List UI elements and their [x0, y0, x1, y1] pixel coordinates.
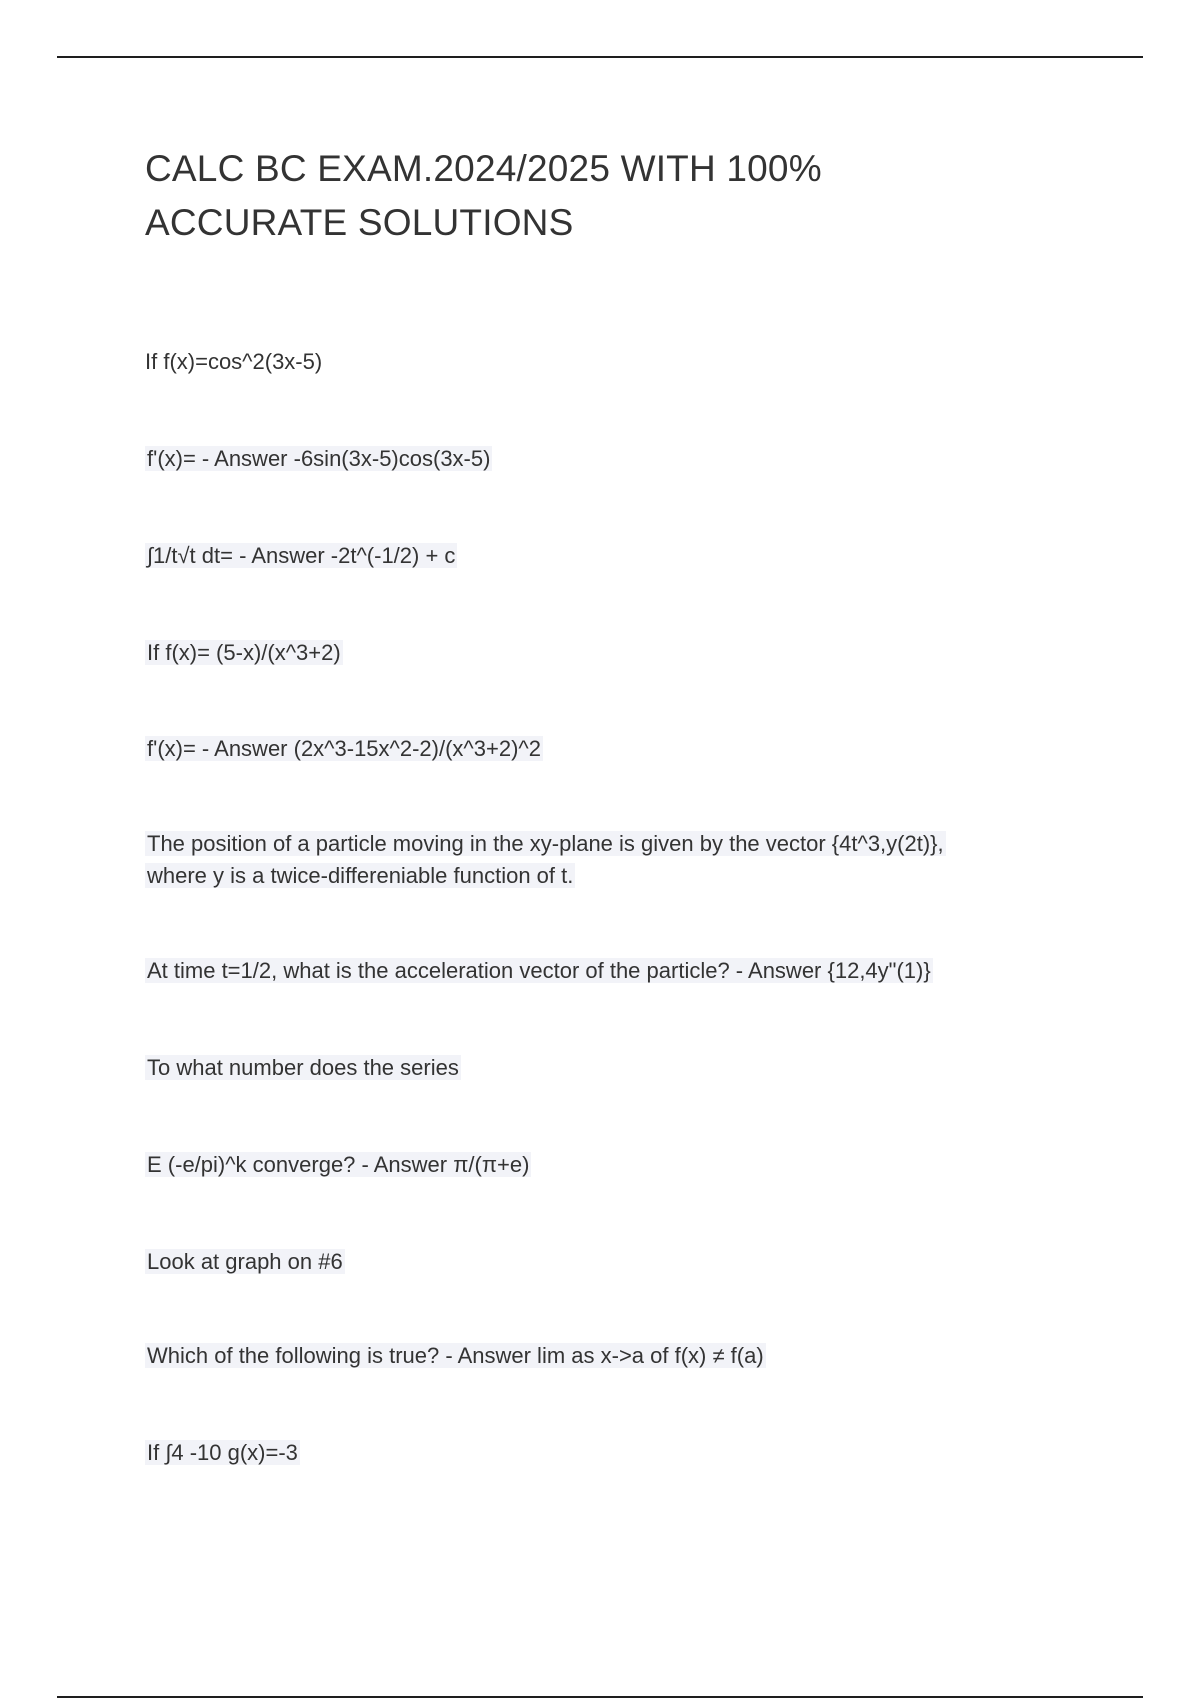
answer-line: [145, 733, 543, 765]
answer-text: E (-e/pi)^k converge? - Answer π/(π+e): [147, 1152, 530, 1177]
answer-line: [145, 443, 492, 475]
question-text-line-1: The position of a particle moving in the xy-plane is given by the vector {4t^3,y(2t)},: [147, 831, 944, 856]
title-line-1: CALC BC EXAM.2024/2025 WITH 100%: [145, 148, 822, 189]
question-text: If f(x)=cos^2(3x-5): [145, 349, 323, 374]
question-line: [145, 1437, 300, 1469]
answer-line: [145, 540, 457, 572]
answer-line: [145, 955, 933, 987]
answer-line: [145, 1340, 766, 1372]
question-line: [145, 1246, 345, 1278]
question-text: To what number does the series: [147, 1055, 459, 1080]
question-text: If ∫4 -10 g(x)=-3: [147, 1440, 298, 1465]
document-title: [145, 142, 1045, 250]
top-divider: [57, 56, 1143, 58]
question-text: If f(x)= (5-x)/(x^3+2): [147, 640, 341, 665]
question-line: [145, 346, 322, 378]
bottom-divider: [57, 1696, 1143, 1698]
question-line: [145, 637, 343, 669]
answer-line: [145, 1149, 531, 1181]
answer-text: ∫1/t√t dt= - Answer -2t^(-1/2) + c: [147, 543, 456, 568]
question-paragraph: [145, 828, 1025, 892]
answer-text: f'(x)= - Answer -6sin(3x-5)cos(3x-5): [147, 446, 491, 471]
title-line-2: ACCURATE SOLUTIONS: [145, 202, 574, 243]
question-line: [145, 1052, 461, 1084]
answer-text: f'(x)= - Answer (2x^3-15x^2-2)/(x^3+2)^2: [147, 736, 541, 761]
question-text-line-2: where y is a twice-differeniable function of t.: [147, 863, 574, 888]
answer-text: At time t=1/2, what is the acceleration vector of the particle? - Answer {12,4y"(1)}: [147, 958, 931, 983]
answer-text: Which of the following is true? - Answer lim as x->a of f(x) ≠ f(a): [147, 1343, 764, 1368]
question-text: Look at graph on #6: [147, 1249, 343, 1274]
